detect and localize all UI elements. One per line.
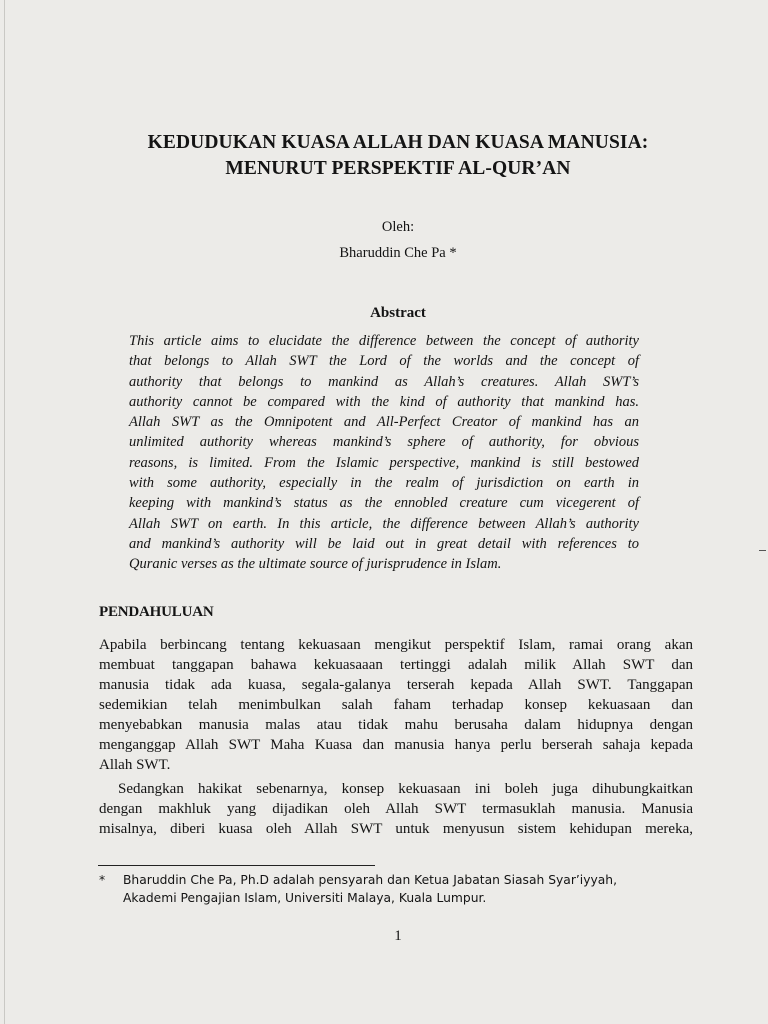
byline-oleh: Oleh: [381,219,415,235]
paragraph-line: Apabila berbincang tentang kekuasaan mengikut perspektif Islam, ramai orang akan [99,637,693,653]
abstract-line: that belongs to Allah SWT the Lord of the worlds and the concept of [129,353,639,370]
abstract-line: with some authority, especially in the realm of jurisdiction on earth in [129,475,639,492]
paragraph-line: misalnya, diberi kuasa oleh Allah SWT untuk menyusun sistem kehidupan mereka, [99,821,693,837]
abstract-line: and mankind’s authority will be laid out in great detail with references to [129,535,639,552]
abstract-line: Quranic verses as the ultimate source of jurisprudence in Islam. [129,556,502,573]
section-heading: PENDAHULUAN [99,604,214,620]
footnote-divider [98,865,375,866]
paragraph-2 [99,779,693,839]
title-line-2: MENURUT PERSPEKTIF AL-QUR’AN [225,158,571,179]
author-name: Bharuddin Che Pa * [339,245,457,261]
abstract-line: This article aims to elucidate the difference between the concept of authority [129,333,639,349]
paragraph-line: manusia tidak ada kuasa, segala-galanya terserah kepada Allah SWT. Tanggapan [99,677,693,693]
scan-mark [759,550,766,551]
page-number: 1 [394,928,402,944]
paragraph-line: dengan makhluk yang dijadikan oleh Allah SWT termasuklah manusia. Manusia [99,801,693,817]
abstract-line: Allah SWT as the Omnipotent and All-Perfect Creator of mankind has an [129,414,639,431]
paragraph-line: Sedangkan hakikat sebenarnya, konsep kekuasaan ini boleh juga dihubungkaitkan [118,781,693,797]
title-line-1: KEDUDUKAN KUASA ALLAH DAN KUASA MANUSIA: [147,132,649,153]
paragraph-line: menganggap Allah SWT Maha Kuasa dan manusia hanya perlu berserah sahaja kepada [99,737,693,753]
abstract-line: reasons, is limited. From the Islamic perspective, mankind is still bestowed [129,454,639,471]
paragraph-line: Allah SWT. [99,757,171,773]
abstract-line: authority cannot be compared with the kind of authority that mankind has. [129,393,639,410]
abstract-heading: Abstract [370,305,426,321]
abstract-line: authority that belongs to mankind as Allah’s creatures. Allah SWT’s [129,373,639,390]
article-title [0,130,768,182]
footnote-marker: * [99,873,106,887]
abstract-line: unlimited authority whereas mankind’s sphere of authority, for obvious [129,434,639,451]
footnote [99,871,693,907]
footnote-line: Bharuddin Che Pa, Ph.D adalah pensyarah dan Ketua Jabatan Siasah Syar’iyyah, [123,873,617,887]
footnote-line: Akademi Pengajian Islam, Universiti Malaya, Kuala Lumpur. [123,891,487,905]
abstract-line: keeping with mankind’s status as the ennobled creature cum vicegerent of [129,495,639,512]
paragraph-line: membuat tanggapan bahawa kekuasaaan tertinggi adalah milik Allah SWT dan [99,657,693,673]
abstract-line: Allah SWT on earth. In this article, the difference between Allah’s authority [129,515,639,532]
abstract-body [129,331,639,575]
paragraph-line: menyebabkan manusia malas atau tidak mahu berusaha dalam hidupnya dengan [99,717,693,733]
paragraph-1 [99,635,693,775]
paragraph-line: sedemikian telah menimbulkan salah faham terhadap konsep kekuasaan dan [99,697,693,713]
